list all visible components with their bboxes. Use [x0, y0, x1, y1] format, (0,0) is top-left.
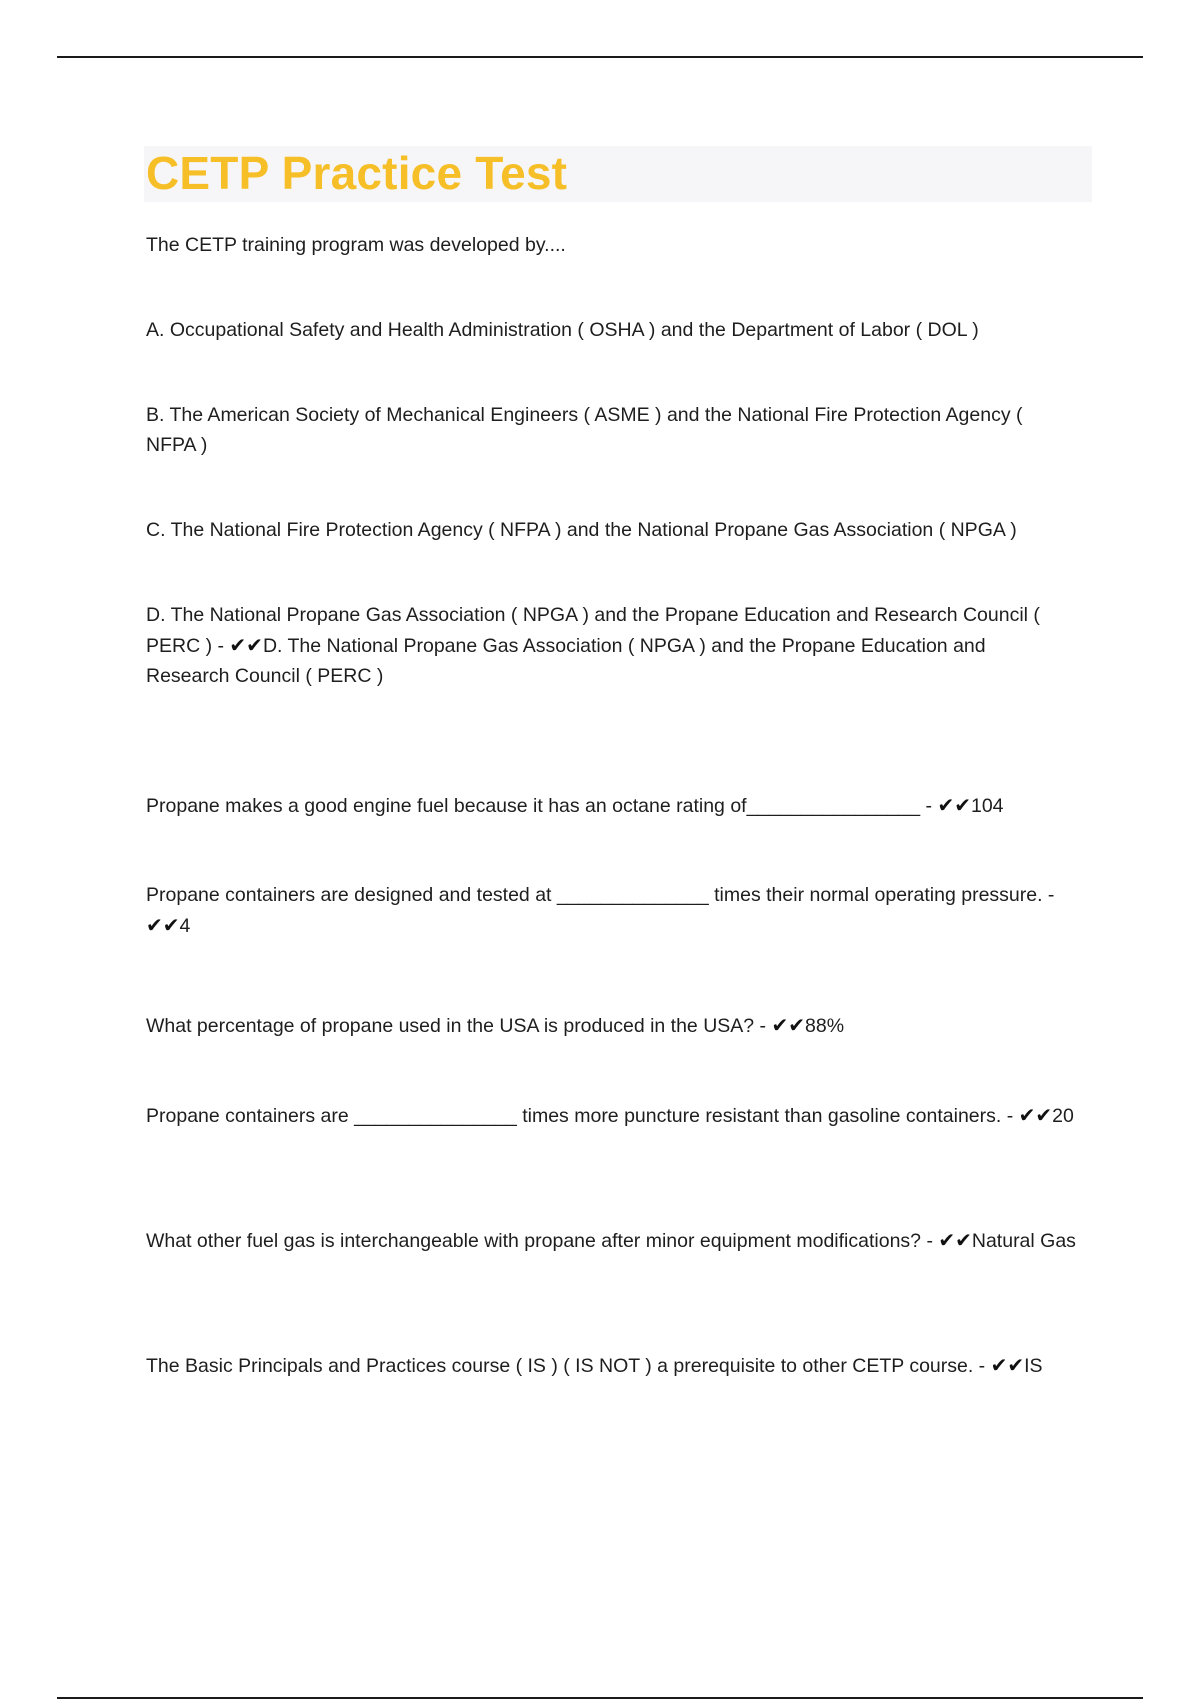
double-check-icon: ✔✔ [146, 913, 180, 937]
double-check-icon: ✔✔ [990, 1353, 1025, 1377]
question-fuel-gas: What other fuel gas is interchangeable with propane after minor equipment modifications? - ✔✔Natural Gas [146, 1228, 1076, 1252]
question-percentage: What percentage of propane used in the USA is produced in the USA? - ✔✔88% [146, 1013, 845, 1037]
question-puncture: Propane containers are _______________ times more puncture resistant than gasoline containers. - ✔✔20 [146, 1103, 1074, 1127]
answer-text: IS [1024, 1355, 1043, 1377]
double-check-icon: ✔✔ [937, 793, 971, 817]
answer-text: Natural Gas [971, 1230, 1076, 1252]
answer-text: 88% [805, 1015, 845, 1037]
double-check-icon: ✔✔ [938, 1228, 972, 1252]
answer-text: 4 [179, 915, 191, 937]
option-b: B. The American Society of Mechanical Engineers ( ASME ) and the National Fire Protection Agency ( NFPA ) [146, 404, 1023, 456]
option-c: C. The National Fire Protection Agency ( NFPA ) and the National Propane Gas Association ( NPGA ) [146, 519, 1017, 541]
double-check-icon: ✔✔ [229, 633, 263, 657]
answer-text: 104 [970, 795, 1004, 817]
question-intro: The CETP training program was developed by.... [146, 234, 566, 256]
page-title: CETP Practice Test [146, 147, 568, 199]
question-test-pressure: Propane containers are designed and tested at ______________ times their normal operating pressure. - ✔✔4 [146, 884, 1055, 937]
bottom-rule [57, 1697, 1143, 1699]
option-a: A. Occupational Safety and Health Administration ( OSHA ) and the Department of Labor ( DOL ) [146, 319, 979, 341]
question-octane: Propane makes a good engine fuel because it has an octane rating of________________ - ✔✔104 [146, 793, 1004, 817]
double-check-icon: ✔✔ [1018, 1103, 1053, 1127]
double-check-icon: ✔✔ [771, 1013, 805, 1037]
top-rule [57, 56, 1143, 58]
answer-text: D. The National Propane Gas Association ( NPGA ) and the Propane Education and Research Council ( PERC ) [146, 635, 986, 687]
answer-text: 20 [1052, 1105, 1074, 1127]
option-d: D. The National Propane Gas Association ( NPGA ) and the Propane Education and Research Council ( PERC ) - ✔✔D. The National Propane Gas Association ( NPGA ) and the Propane Education and Research Council ( PERC ) [146, 604, 1040, 687]
question-prerequisite: The Basic Principals and Practices course ( IS ) ( IS NOT ) a prerequisite to other CETP course. - ✔✔IS [146, 1353, 1043, 1377]
